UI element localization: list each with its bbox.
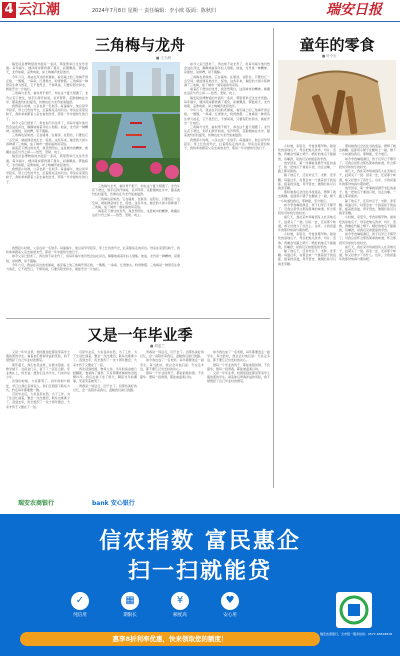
article2-body-col2 bbox=[339, 144, 396, 488]
paragraph: 再次回到校园，物是人非。当年的宿舍楼已经翻新，食堂换了模样，只有那棵老樟树依旧枝繁叶茂。我们在树下坐了很久，聊起当年的趣事，笑着笑着就哭了。 bbox=[73, 366, 137, 384]
service-item-credit bbox=[60, 592, 100, 618]
article2-byline: ■ 叶小红 bbox=[322, 54, 337, 58]
article3-body-col3 bbox=[140, 350, 204, 488]
paragraph: 愿每一个毕业的孩子，都能前程似锦，不负韶华；愿每一段青春，都能被温柔以待。 bbox=[140, 371, 204, 380]
article1-body-col4 bbox=[184, 62, 270, 316]
snack-bag-photo bbox=[278, 60, 396, 140]
paragraph: 今年六月，我站在河边的老屋前，看见墙上的三角梅开得正艳，一簇簇，一串串，红得像火，粉得像霞。三角梅是一种很有生命力的花，它不畏烈日，不惧风雨，只要有阳光和水，就能开出一片灿烂。 bbox=[6, 262, 180, 272]
ad-logo-bar bbox=[0, 492, 400, 514]
shield-icon: ♥ bbox=[221, 592, 239, 610]
paragraph: 看着花下驶过的龙舟，我忽然明白，这座城市的精神，就藏在这花与舟之间——热烈、坚韧、向上。 bbox=[6, 146, 88, 155]
paragraph: 三角梅也是如此。它在墙角、在屋顶、在阳台，只要给它一点空间，就能肆意地生长、绽放。这些年来，瑞安的大街小巷种满了三角梅，成了城市一道亮丽的风景线。 bbox=[92, 196, 180, 210]
service-item-term bbox=[110, 592, 150, 618]
paragraph: 放学回家，第一件事就是掀开米缸的盖子，抓一把地瓜干塞进口袋，边走边嚼，一路上都是甜的。 bbox=[278, 160, 336, 174]
service-label: 纯信用 bbox=[73, 613, 87, 618]
ad-headline-2: 扫一扫就能贷 bbox=[127, 559, 272, 584]
paragraph: 如今父亲已经老了，再也划不动龙舟了，但每年端午他仍然会站在河边，静静地看着年轻人划船。他说，龙舟是一种精神，是团结，是拼搏，是不服输。 bbox=[184, 62, 270, 75]
qr-code-icon[interactable] bbox=[336, 592, 372, 628]
paragraph: 前几天，我在菜市场看到有人在卖地瓜干，赶紧买了一袋。回家一尝，还是那个味道，却又好像少了些什么。也许，少的是童年的那份纯真与期待吧。 bbox=[339, 244, 396, 262]
paragraph: 如今零食琳琅满目，孩子们早已不稀罕了。可我总是怀念那些简单的味道，怀念那段贫穷却快乐的时光。 bbox=[278, 202, 336, 216]
ad-slogan-banner[interactable]: 惠享8折利率优惠，快来领取您的额度！ bbox=[20, 632, 320, 646]
section-title: 云江潮 bbox=[18, 2, 60, 18]
paragraph: 青春是一场远行，回不去了。但那些美好的记忆，会一直陪伴着我们，温暖我们前行的路。 bbox=[73, 383, 137, 392]
paragraph: 我想起小时候，父亲也是一名划手。每逢端午，他总是早早起床，穿上红色的号衣，扛着船桨走向河边。母亲在家里包粽子，我和弟弟跟着父亲去看划龙舟，那是一年中最快乐的日子。 bbox=[6, 246, 180, 255]
service-label: 安心用 bbox=[223, 613, 237, 618]
page-number: 4 bbox=[2, 2, 16, 18]
paragraph: 又是一年毕业季，校园里到处都是穿着学士服拍照的学生。看着他们青春洋溢的笑脸，我不禁想起了自己毕业时的情景。 bbox=[6, 350, 70, 363]
ad-footnote: 瑞安农商银行，全市统一服务热线：0577-65818818 bbox=[320, 632, 392, 636]
paragraph: 瑞安民俗博物馆的外面有一条河，那里曾举行过龙舟竞渡。每年端午，塘河两岸都挤满了观众，彩旗飘扬，锣鼓喧天，龙舟如箭，奋勇向前，岸上呐喊声此起彼伏。 bbox=[6, 62, 88, 75]
paragraph: 今年六月，我站在河边的老屋前，看见墙上的三角梅开得正艳，一簇簇，一串串，红得像火，粉得像霞。三角梅是一种很有生命力的花，它不畏烈日，不惧风雨，只要有阳光和水，就能开出一片灿烂。 bbox=[184, 108, 270, 125]
column-divider bbox=[273, 28, 274, 488]
article3-byline: ■ 胡蓝兰 bbox=[150, 344, 165, 348]
river-dragonboat-photo bbox=[92, 62, 180, 182]
paragraph: 如今我也成了一名老师，每年都要送走一届学生。每当此时，我总会对他们说：无论走多远，都不要忘记出发时的初心。 bbox=[140, 358, 204, 371]
paragraph: 除了地瓜干，还有炒豆子、米胖、麦芽糖。每逢过年，村里会来一个挑着担子的货郎，摇着拨浪鼓，用牙膏皮、破铜烂铁可以换麦芽糖。 bbox=[339, 198, 396, 216]
paragraph: 三角梅与龙舟，看似毫不相干，却在这个夏天相遇了。龙舟从花下驶过，划手们挥汗如雨，桨声阵阵，花影倒映在水中，随着波纹轻轻摇曳，仿佛也在为龙舟加油鼓劲。 bbox=[92, 184, 180, 197]
paragraph: 那年夏天，我们也是这样，在图书馆前、在教学楼下、在宿舍门口，留下了一张张合影。毕业典礼上，校长说：愿你们走出半生，归来仍是少年。 bbox=[6, 362, 70, 380]
paragraph: 如今我也成了一名老师，每年都要送走一届学生。每当此时，我总会对他们说：无论走多远，都不要忘记出发时的初心。 bbox=[207, 350, 270, 363]
paragraph: 瑞安民俗博物馆的外面有一条河，那里曾举行过龙舟竞渡。每年端午，塘河两岸都挤满了观众，彩旗飘扬，锣鼓喧天，龙舟如箭，奋勇向前，岸上呐喊声此起彼伏。 bbox=[6, 154, 88, 167]
article2-body-col1 bbox=[278, 144, 336, 488]
paragraph: 如今零食琳琅满目，孩子们早已不稀罕了。可我总是怀念那些简单的味道，怀念那段贫穷却快乐的时光。 bbox=[339, 156, 396, 170]
paragraph: 又是一年毕业季，校园里到处都是穿着学士服拍照的学生。看着他们青春洋溢的笑脸，我不禁想起了自己毕业时的情景。 bbox=[207, 371, 270, 384]
paragraph: 如今父亲已经老了，再也划不动龙舟了，但每年端午他仍然会站在河边，静静地看着年轻人划船。他说，龙舟是一种精神，是团结，是拼搏，是不服输。 bbox=[6, 120, 88, 134]
paragraph: 如今父亲已经老了，再也划不动龙舟了，但每年端午他仍然会站在河边，静静地看着年轻人划船。他说，龙舟是一种精神，是团结，是拼搏，是不服输。 bbox=[6, 254, 180, 263]
article3-body-col4 bbox=[207, 350, 270, 488]
credit-icon: ✓ bbox=[71, 592, 89, 610]
paragraph: 除了地瓜干，还有炒豆子、米胖、麦芽糖。每逢过年，村里会来一个挑着担子的货郎，摇着拨浪鼓，用牙膏皮、破铜烂铁可以换麦芽糖。 bbox=[278, 249, 336, 266]
service-item-limit bbox=[160, 592, 200, 618]
bank-brand-logo: bank 安心银行 bbox=[92, 500, 135, 507]
paragraph: 我想起小时候，父亲也是一名划手。每逢端午，他总是早早起床，穿上红色的号衣，扛着船桨走向河边。母亲在家里包粽子，我和弟弟跟着父亲去看划龙舟，那是一年中最快乐的日子。 bbox=[6, 167, 88, 184]
calendar-icon: ▦ bbox=[121, 592, 139, 610]
paragraph: 三角梅也是如此。它在墙角、在屋顶、在阳台，只要给它一点空间，就能肆意地生长、绽放。这些年来，瑞安的大街小巷种满了三角梅，成了城市一道亮丽的风景线。 bbox=[184, 74, 270, 88]
bank-logo: 瑞安农商银行 bbox=[18, 500, 55, 507]
paragraph: 我想起小时候，父亲也是一名划手。每逢端午，他总是早早起床，穿上红色的号衣，扛着船桨走向河边。母亲在家里包粽子，我和弟弟跟着父亲去看划龙舟，那是一年中最快乐的日子。 bbox=[184, 137, 270, 151]
paragraph: 三角梅与龙舟，看似毫不相干，却在这个夏天相遇了。龙舟从花下驶过，划手们挥汗如雨，桨声阵阵，花影倒映在水中，随着波纹轻轻摇曳，仿佛也在为龙舟加油鼓劲。 bbox=[184, 125, 270, 138]
paragraph: 小时候，家里穷，零食是稀罕物。最常吃的是地瓜干，母亲把地瓜洗净、切片、蒸熟，再摊在竹匾上晒干。晒好的地瓜干甜甜的，有嚼劲，是我们兄妹最爱的零食。 bbox=[278, 144, 336, 161]
service-label: 额度高 bbox=[173, 613, 187, 618]
paragraph: 如今零食琳琅满目，孩子们早已不稀罕了。可我总是怀念那些简单的味道，怀念那段贫穷却快乐的时光。 bbox=[339, 232, 396, 245]
article3-title: 又是一年毕业季 bbox=[87, 326, 193, 344]
paragraph: 告别的时候，大家都哭了。四年的朝夕相处，早已让我们亲如家人。我们互相留下联系方式，约定每年都要聚一聚。 bbox=[6, 379, 70, 392]
article3-body-col2 bbox=[73, 350, 137, 488]
paragraph: 可是毕业后，大家各奔东西，为了工作、为了生活忙碌着，聚会一次次推迟，联系也渐渐少了。直到去年，班长组织了一次十周年聚会，大家才终于又聚在了一起。 bbox=[73, 350, 137, 367]
paragraph: 愿每一个毕业的孩子，都能前程似锦，不负韶华；愿每一段青春，都能被温柔以待。 bbox=[207, 362, 270, 371]
article3-body-col1 bbox=[6, 350, 70, 488]
paragraph: 我想起小时候，父亲也是一名划手。每逢端午，他总是早早起床，穿上红色的号衣，扛着船桨走向河边。母亲在家里包粽子，我和弟弟跟着父亲去看划龙舟，那是一年中最快乐的日子。 bbox=[6, 104, 88, 121]
article-divider bbox=[6, 318, 270, 319]
paragraph: 可是毕业后，大家各奔东西，为了工作、为了生活忙碌着，聚会一次次推迟，联系也渐渐少了。直到去年，班长组织了一次十周年聚会，大家才终于又聚在了一起。 bbox=[6, 392, 70, 409]
paragraph: 三角梅与龙舟，看似毫不相干，却在这个夏天相遇了。龙舟从花下驶过，划手们挥汗如雨，桨声阵阵，花影倒映在水中，随着波纹轻轻摇曳，仿佛也在为龙舟加油鼓劲。 bbox=[6, 91, 88, 104]
paragraph: 那时候我们会四处寻找废品，攒够了就去换糖。货郎用小锤子在糖块上一敲，掰下一小块递给我们，那种甜，至今难忘。 bbox=[278, 190, 336, 203]
article2-title: 童年的零食 bbox=[299, 36, 375, 54]
service-label: 期限长 bbox=[123, 613, 137, 618]
issue-meta: 2024年7月8日 星期一 责任编辑：李小欧 版面：陈秋归 bbox=[92, 8, 216, 14]
paragraph: 今年六月，我站在河边的老屋前，看见墙上的三角梅开得正艳，一簇簇，一串串，红得像火，粉得像霞。三角梅是一种很有生命力的花，它不畏烈日，不惧风雨，只要有阳光和水，就能开出一片灿烂。 bbox=[6, 74, 88, 92]
article1-byline: ■ 王少洲 bbox=[156, 56, 171, 60]
paragraph: 看着花下驶过的龙舟，我忽然明白，这座城市的精神，就藏在这花与舟之间——热烈、坚韧、向上。 bbox=[92, 209, 180, 218]
money-icon: ¥ bbox=[171, 592, 189, 610]
bank-advertisement[interactable] bbox=[0, 492, 400, 656]
service-item-safe bbox=[210, 592, 250, 618]
paragraph: 那时候我们会四处寻找废品，攒够了就去换糖。货郎用小锤子在糖块上一敲，掰下一小块递给我们，那种甜，至今难忘。 bbox=[339, 144, 396, 157]
article1-photo bbox=[92, 62, 180, 182]
paragraph: 除了地瓜干，还有炒豆子、米胖、麦芽糖。每逢过年，村里会来一个挑着担子的货郎，摇着拨浪鼓，用牙膏皮、破铜烂铁可以换麦芽糖。 bbox=[278, 173, 336, 191]
qr-code-graphic bbox=[336, 592, 372, 628]
newspaper-logo: 瑞安日报 bbox=[326, 2, 382, 18]
paragraph: 瑞安民俗博物馆的外面有一条河，那里曾举行过龙舟竞渡。每年端午，塘河两岸都挤满了观众，彩旗飘扬，锣鼓喧天，龙舟如箭，奋勇向前，岸上呐喊声此起彼伏。 bbox=[184, 95, 270, 109]
article1-body-col2 bbox=[92, 184, 180, 244]
article2-photo bbox=[278, 60, 396, 140]
article1-body-col3 bbox=[6, 246, 180, 316]
paragraph: 小时候，家里穷，零食是稀罕物。最常吃的是地瓜干，母亲把地瓜洗净、切片、蒸熟，再摊在竹匾上晒干。晒好的地瓜干甜甜的，有嚼劲，是我们兄妹最爱的零食。 bbox=[278, 232, 336, 249]
paragraph: 三角梅也是如此。它在墙角、在屋顶、在阳台，只要给它一点空间，就能肆意地生长、绽放。这些年来，瑞安的大街小巷种满了三角梅，成了城市一道亮丽的风景线。 bbox=[6, 133, 88, 146]
paragraph: 前几天，我在菜市场看到有人在卖地瓜干，赶紧买了一袋。回家一尝，还是那个味道，却又好像少了些什么。也许，少的是童年的那份纯真与期待吧。 bbox=[278, 215, 336, 233]
paragraph: 放学回家，第一件事就是掀开米缸的盖子，抓一把地瓜干塞进口袋，边走边嚼，一路上都是甜的。 bbox=[339, 186, 396, 199]
article1-title: 三角梅与龙舟 bbox=[94, 36, 185, 54]
paragraph: 小时候，家里穷，零食是稀罕物。最常吃的是地瓜干，母亲把地瓜洗净、切片、蒸熟，再摊在竹匾上晒干。晒好的地瓜干甜甜的，有嚼劲，是我们兄妹最爱的零食。 bbox=[339, 215, 396, 233]
ad-headline-1: 信农指数 富民惠企 bbox=[99, 529, 301, 554]
paragraph: 青春是一场远行，回不去了。但那些美好的记忆，会一直陪伴着我们，温暖我们前行的路。 bbox=[140, 350, 204, 359]
paragraph: 看着花下驶过的龙舟，我忽然明白，这座城市的精神，就藏在这花与舟之间——热烈、坚韧、向上。 bbox=[184, 87, 270, 96]
paragraph: 前几天，我在菜市场看到有人在卖地瓜干，赶紧买了一袋。回家一尝，还是那个味道，却又好像少了些什么。也许，少的是童年的那份纯真与期待吧。 bbox=[339, 169, 396, 186]
